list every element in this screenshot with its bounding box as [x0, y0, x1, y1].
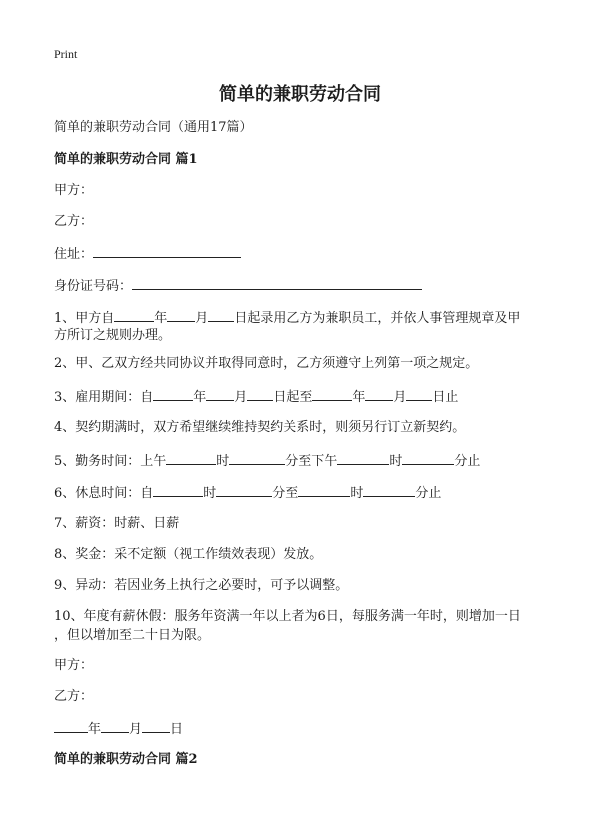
item-6-hour-blank	[153, 482, 203, 497]
item-6-min-to: 分至	[272, 486, 299, 501]
item-3-month2-blank	[365, 386, 393, 401]
item-5-min2-blank	[402, 450, 454, 465]
date-day-blank	[142, 718, 170, 733]
party-a-label: 甲方：	[54, 183, 94, 198]
sign-party-a: 甲方：	[54, 658, 94, 673]
item-1-prefix: 1、甲方自	[54, 311, 115, 326]
item-3-month2: 月	[393, 390, 407, 405]
address-row	[54, 243, 241, 265]
item-3	[54, 386, 458, 408]
subtitle: 简单的兼职劳动合同（通用17篇）	[54, 120, 253, 135]
item-6-min-end: 分止	[415, 486, 442, 501]
item-5-hour-blank	[166, 450, 216, 465]
date-month: 月	[129, 722, 143, 737]
date-month-blank	[101, 718, 129, 733]
item-3-day2-blank	[406, 386, 432, 401]
item-6-hour2: 时	[350, 486, 364, 501]
section2-heading: 简单的兼职劳动合同 篇2	[54, 752, 198, 767]
date-day: 日	[170, 722, 184, 737]
date-year: 年	[88, 722, 102, 737]
item-3-day-end: 日止	[432, 390, 459, 405]
item-6	[54, 482, 441, 504]
item-5-hour2: 时	[389, 454, 403, 469]
item-1-year-blank	[114, 307, 154, 322]
item-3-year2: 年	[352, 390, 366, 405]
item-3-day-blank	[247, 386, 273, 401]
sign-date	[54, 718, 183, 740]
item-1-year: 年	[154, 311, 168, 326]
print-link[interactable]: Print	[54, 47, 78, 61]
item-10-line-2: ，但以增加至二十日为限。	[54, 628, 211, 643]
item-5-hour2-blank	[337, 450, 389, 465]
item-3-month-blank	[206, 386, 234, 401]
item-4: 4、契约期满时，双方希望继续维持契约关系时，则须另行订立新契约。	[54, 420, 466, 435]
item-5-prefix: 5、勤务时间：上午	[54, 454, 167, 469]
item-3-year2-blank	[312, 386, 352, 401]
id-blank	[132, 275, 422, 290]
item-6-prefix: 6、休息时间：自	[54, 486, 154, 501]
item-8: 8、奖金：采不定额（视工作绩效表现）发放。	[54, 547, 323, 562]
item-6-hour2-blank	[298, 482, 350, 497]
item-1-day-blank	[208, 307, 234, 322]
item-3-month: 月	[234, 390, 248, 405]
item-3-day-to: 日起至	[273, 390, 313, 405]
item-3-year: 年	[193, 390, 207, 405]
item-6-hour: 时	[203, 486, 217, 501]
page-title: 简单的兼职劳动合同	[219, 84, 381, 105]
item-5	[54, 450, 480, 472]
section1-heading: 简单的兼职劳动合同 篇1	[54, 152, 198, 167]
item-10-line-1: 10、年度有薪休假：服务年资满一年以上者为6日，每服务满一年时，则增加一日	[54, 609, 521, 624]
item-3-prefix: 3、雇用期间：自	[54, 390, 154, 405]
item-1-line-2: 方所订之规则办理。	[54, 328, 172, 343]
item-1-rest: 日起录用乙方为兼职员工，并依人事管理规章及甲	[234, 311, 521, 326]
item-6-min-blank	[216, 482, 272, 497]
item-5-min-end: 分止	[454, 454, 481, 469]
item-9: 9、异动：若因业务上执行之必要时，可予以调整。	[54, 578, 349, 593]
sign-party-b: 乙方：	[54, 689, 94, 704]
id-row	[54, 275, 422, 297]
item-2: 2、甲、乙双方经共同协议并取得同意时，乙方须遵守上列第一项之规定。	[54, 356, 479, 371]
date-year-blank	[54, 718, 88, 733]
item-3-year-blank	[153, 386, 193, 401]
item-7: 7、薪资：时薪、日薪	[54, 516, 180, 531]
id-label: 身份证号码：	[54, 279, 133, 294]
item-5-min-blank	[229, 450, 285, 465]
party-b-label: 乙方：	[54, 214, 94, 229]
item-5-hour: 时	[216, 454, 230, 469]
item-1-month-blank	[167, 307, 195, 322]
address-blank	[93, 243, 241, 258]
item-5-min-to: 分至下午	[285, 454, 338, 469]
address-label: 住址：	[54, 247, 94, 262]
item-6-min2-blank	[363, 482, 415, 497]
item-1-month: 月	[195, 311, 209, 326]
